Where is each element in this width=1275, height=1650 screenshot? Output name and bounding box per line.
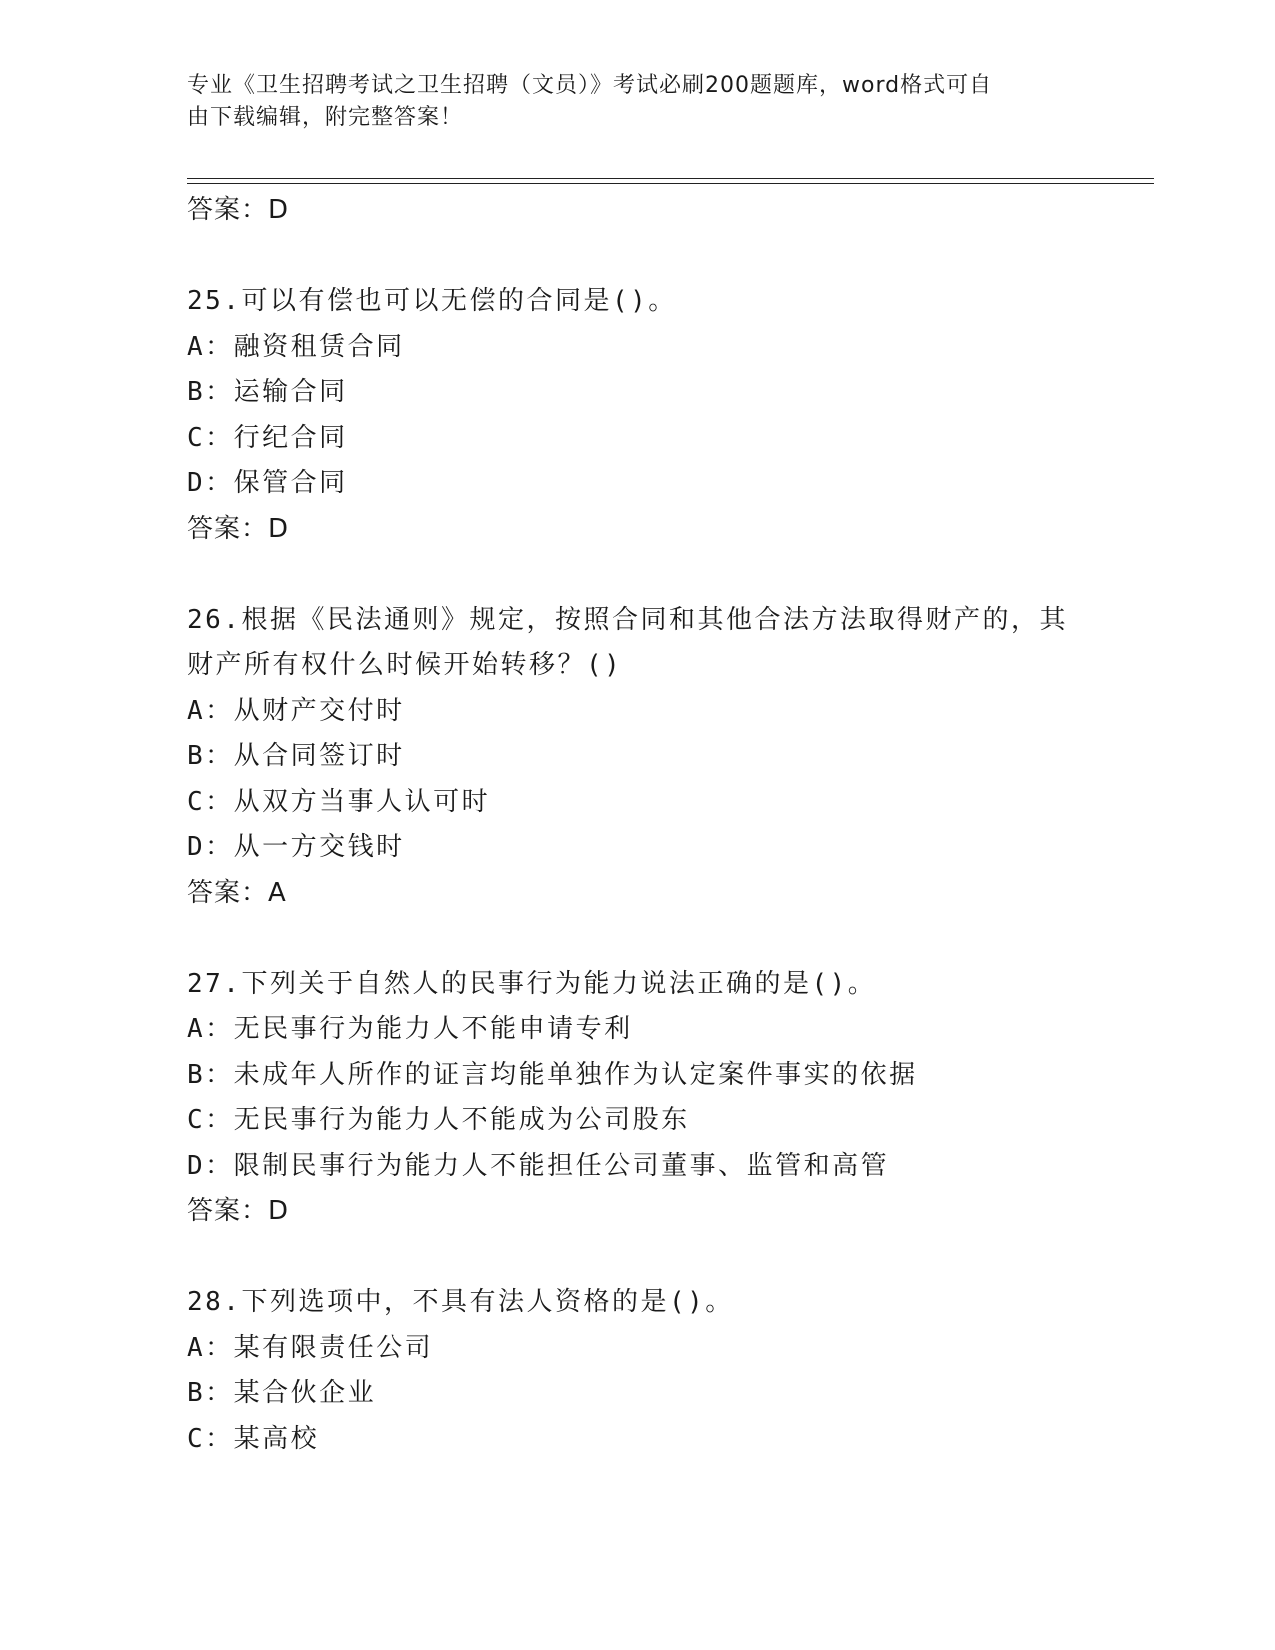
header-line-2: 由下载编辑，附完整答案！ xyxy=(187,105,464,130)
option-d: D：从一方交钱时 xyxy=(187,832,405,862)
option-d: D：保管合同 xyxy=(187,468,348,498)
question-list xyxy=(187,188,1147,1462)
answer: 答案：D xyxy=(187,513,290,544)
question-stem: 26.根据《民法通则》规定，按照合同和其他合法方法取得财产的，其 xyxy=(187,604,1068,635)
document-header xyxy=(187,70,1067,134)
option-c: C：某高校 xyxy=(187,1423,320,1454)
option-a: A：从财产交付时 xyxy=(187,695,405,726)
option-c: C：行纪合同 xyxy=(187,422,348,453)
question-28 xyxy=(187,1280,1147,1462)
option-b: B：运输合同 xyxy=(187,377,348,407)
option-a: A：某有限责任公司 xyxy=(187,1332,434,1363)
spacer xyxy=(187,1235,1147,1281)
question-stem-continued: 财产所有权什么时候开始转移？() xyxy=(187,650,623,680)
question-27 xyxy=(187,962,1147,1235)
option-b: B：未成年人所作的证言均能单独作为认定案件事实的依据 xyxy=(187,1059,918,1090)
answer: 答案：A xyxy=(187,877,287,908)
header-line-1: 专业《卫生招聘考试之卫生招聘（文员）》考试必刷200题题库，word格式可自 xyxy=(187,73,993,98)
answer: 答案：D xyxy=(187,1196,290,1226)
option-a: A：融资租赁合同 xyxy=(187,331,405,362)
question-25 xyxy=(187,279,1147,552)
option-b: B：从合同签订时 xyxy=(187,741,405,771)
option-b: B：某合伙企业 xyxy=(187,1378,377,1408)
header-rule-top xyxy=(187,178,1154,179)
header-rule-bottom xyxy=(187,183,1154,184)
question-26 xyxy=(187,598,1147,917)
option-a: A：无民事行为能力人不能申请专利 xyxy=(187,1014,633,1044)
option-d: D：限制民事行为能力人不能担任公司董事、监管和高管 xyxy=(187,1150,890,1181)
previous-answer: 答案：D xyxy=(187,195,290,225)
spacer xyxy=(187,234,1147,280)
question-stem: 28.下列选项中，不具有法人资格的是()。 xyxy=(187,1287,734,1317)
spacer xyxy=(187,916,1147,962)
option-c: C：从双方当事人认可时 xyxy=(187,786,491,817)
question-stem: 25.可以有偿也可以无偿的合同是()。 xyxy=(187,286,677,316)
spacer xyxy=(187,552,1147,598)
question-stem: 27.下列关于自然人的民事行为能力说法正确的是()。 xyxy=(187,968,877,999)
option-c: C：无民事行为能力人不能成为公司股东 xyxy=(187,1105,690,1135)
